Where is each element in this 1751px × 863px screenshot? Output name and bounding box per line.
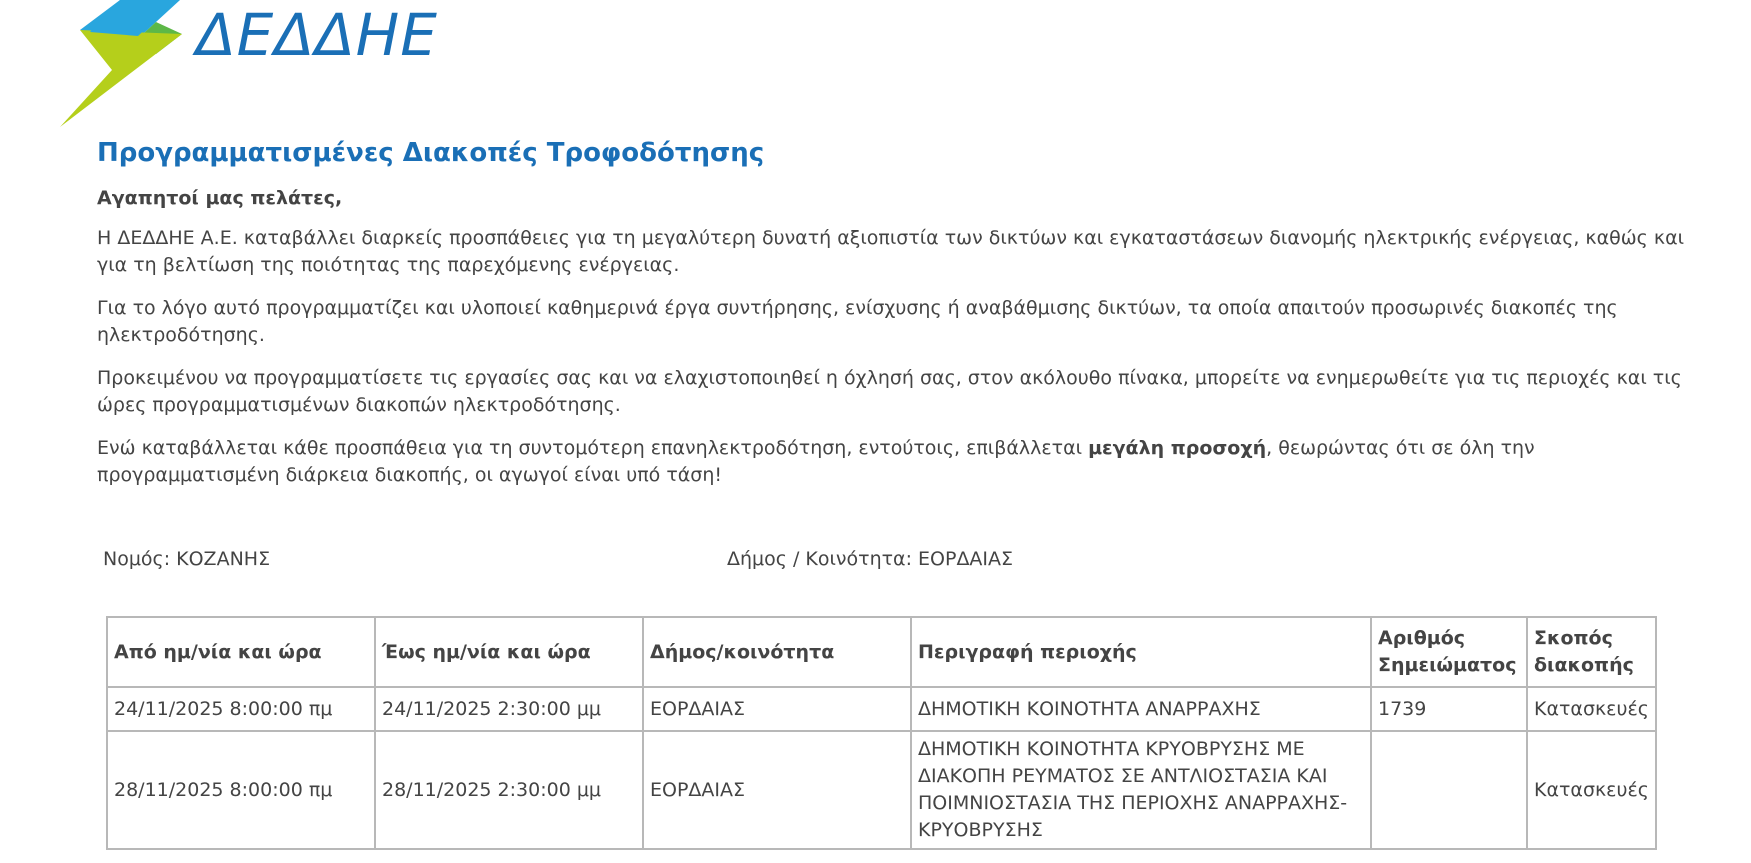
schedule-paragraph: Προκειμένου να προγραμματίσετε τις εργασίες σας και να ελαχιστοποιηθεί η όχλησή σας, στον ακόλουθο πίνακα, μπορείτε να ενημερωθείτε για τις περιοχές και τις ώρες προγραμματισμένων διακοπών ηλεκτροδότησης. bbox=[97, 367, 1682, 417]
header-to: Έως ημ/νία και ώρα bbox=[375, 617, 643, 687]
cell-area: ΔΗΜΟΤΙΚΗ ΚΟΙΝΟΤΗΤΑ ΚΡΥΟΒΡΥΣΗΣ ΜΕ ΔΙΑΚΟΠΗ ΡΕΥΜΑΤΟΣ ΣΕ ΑΝΤΛΙΟΣΤΑΣΙΑ ΚΑΙ ΠΟΙΜΝΙΟΣΤΑΣΙΑ ΤΗΣ ΠΕΡΙΟΧΗΣ ΑΝΑΡΡΑΧΗΣ-ΚΡΥΟΒΡΥΣΗΣ bbox=[911, 731, 1371, 849]
cell-purpose: Κατασκευές bbox=[1527, 731, 1656, 849]
warning-text-end: , θεωρώντας ότι σε όλη την προγραμματισμένη διάρκεια διακοπής, οι αγωγοί είναι υπό τάση! bbox=[97, 437, 1535, 487]
header-purpose: Σκοπός διακοπής bbox=[1527, 617, 1656, 687]
page-title: Προγραμματισμένες Διακοπές Τροφοδότησης bbox=[97, 138, 765, 168]
brand-name: ΔΕΔΔΗΕ bbox=[196, 1, 438, 69]
cell-note bbox=[1371, 731, 1527, 849]
header-area: Περιγραφή περιοχής bbox=[911, 617, 1371, 687]
warning-paragraph bbox=[97, 435, 1697, 489]
lightning-bolt-icon bbox=[60, 0, 200, 130]
cell-note: 1739 bbox=[1371, 687, 1527, 731]
deddie-logo bbox=[60, 0, 460, 130]
header-note: Αριθμός Σημειώματος bbox=[1371, 617, 1527, 687]
outages-table bbox=[106, 616, 1657, 850]
intro-paragraph: Η ΔΕΔΔΗΕ Α.Ε. καταβάλλει διαρκείς προσπάθειες για τη μεγαλύτερη δυνατή αξιοπιστία των δικτύων και εγκαταστάσεων διανομής ηλεκτρικής ενέργειας, καθώς και για τη βελτίωση της ποιότητας της παρεχόμενης ενέργειας. bbox=[97, 227, 1685, 277]
works-paragraph: Για το λόγο αυτό προγραμματίζει και υλοποιεί καθημερινά έργα συντήρησης, ενίσχυσης ή αναβάθμισης δικτύων, τα οποία απαιτούν προσωρινές διακοπές της ηλεκτροδότησης. bbox=[97, 297, 1618, 347]
cell-municipality: ΕΟΡΔΑΙΑΣ bbox=[643, 731, 911, 849]
table-header-row bbox=[107, 617, 1656, 687]
table-row bbox=[107, 731, 1656, 849]
municipality-filter: Δήμος / Κοινότητα: ΕΟΡΔΑΙΑΣ bbox=[727, 548, 1014, 570]
main-content bbox=[97, 138, 1697, 505]
table-row bbox=[107, 687, 1656, 731]
warning-text-start: Ενώ καταβάλλεται κάθε προσπάθεια για τη συντομότερη επανηλεκτροδότηση, εντούτοις, επιβάλλεται bbox=[97, 437, 1089, 460]
cell-area: ΔΗΜΟΤΙΚΗ ΚΟΙΝΟΤΗΤΑ ΑΝΑΡΡΑΧΗΣ bbox=[911, 687, 1371, 731]
cell-from: 28/11/2025 8:00:00 πμ bbox=[107, 731, 375, 849]
header-from: Από ημ/νία και ώρα bbox=[107, 617, 375, 687]
cell-from: 24/11/2025 8:00:00 πμ bbox=[107, 687, 375, 731]
header-municipality: Δήμος/κοινότητα bbox=[643, 617, 911, 687]
prefecture-filter: Νομός: ΚΟΖΑΝΗΣ bbox=[103, 548, 271, 570]
cell-purpose: Κατασκευές bbox=[1527, 687, 1656, 731]
cell-to: 24/11/2025 2:30:00 μμ bbox=[375, 687, 643, 731]
warning-emphasis: μεγάλη προσοχή bbox=[1088, 437, 1267, 460]
greeting: Αγαπητοί μας πελάτες, bbox=[97, 187, 343, 210]
cell-to: 28/11/2025 2:30:00 μμ bbox=[375, 731, 643, 849]
cell-municipality: ΕΟΡΔΑΙΑΣ bbox=[643, 687, 911, 731]
